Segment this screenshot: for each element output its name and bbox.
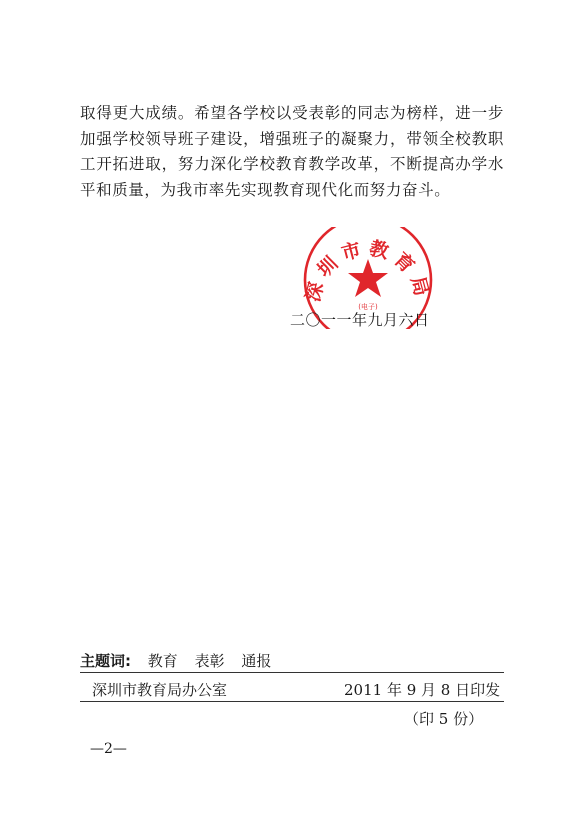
page-number: —2— — [90, 741, 127, 757]
issuing-office: 深圳市教育局办公室 — [92, 681, 228, 699]
seal-star-icon — [348, 259, 388, 297]
keyword-item: 教育 — [147, 652, 178, 670]
signing-date: 二〇一一年九月六日 — [290, 311, 430, 329]
keywords-label: 主题词: — [80, 652, 131, 670]
seal-sub-label: (电子) — [358, 303, 378, 311]
body-paragraph: 取得更大成绩。希望各学校以受表彰的同志为榜样，进一步加强学校领导班子建设，增强班子的凝聚力，带领全校教职工开拓进取，努力深化学校教育教学改革，不断提高办学水平和质量，为我市率先实现教育现代化而努力奋斗。 — [80, 104, 504, 199]
body-text — [80, 101, 504, 203]
copies-count: （印 5 份） — [404, 710, 484, 728]
subject-keywords — [80, 650, 271, 671]
keyword-item: 表彰 — [194, 652, 225, 670]
keyword-item: 通报 — [241, 652, 272, 670]
issue-date: 2011 年 9 月 8 日印发 — [344, 681, 501, 699]
seal-org-name: 深圳市教育局 — [302, 237, 435, 305]
divider-bottom — [80, 701, 504, 702]
divider-top — [80, 672, 504, 673]
